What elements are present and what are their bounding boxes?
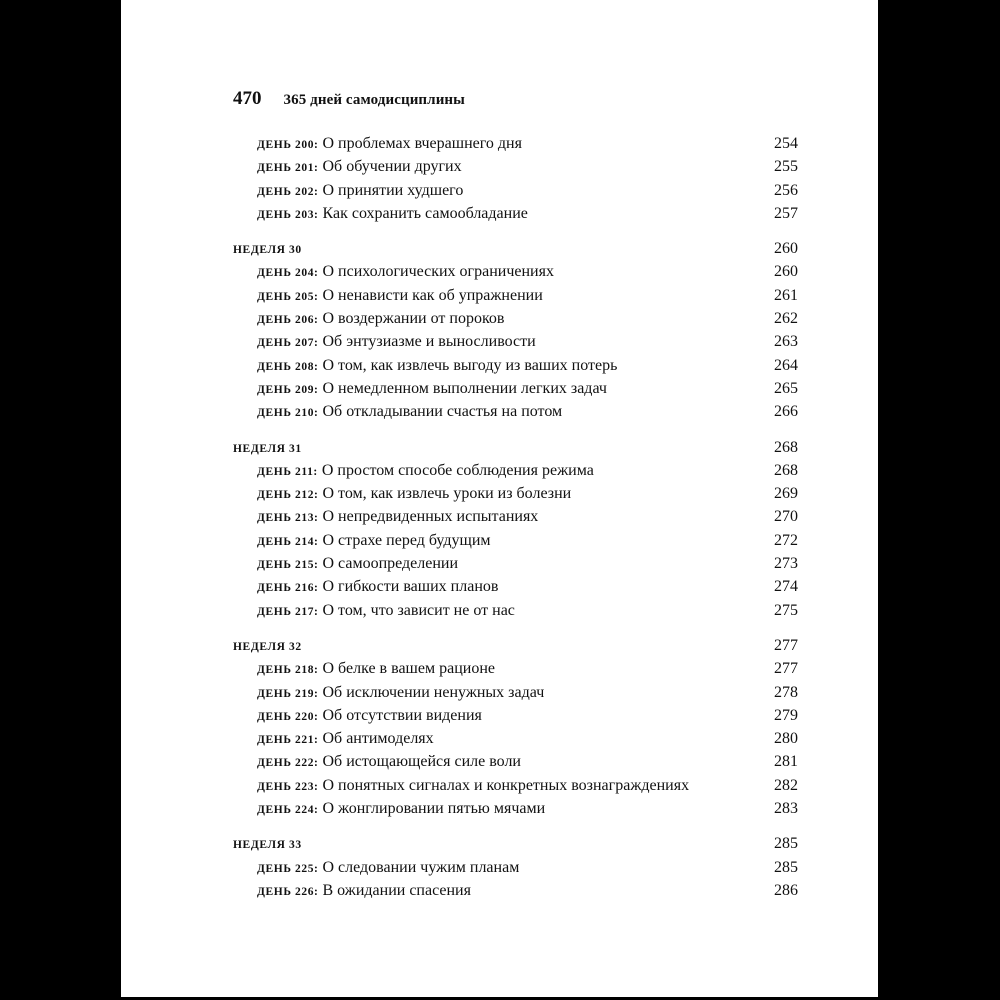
toc-day-row <box>233 750 798 773</box>
toc-entry <box>257 155 462 180</box>
week-label: НЕДЕЛЯ 30 <box>233 244 302 257</box>
toc-day-row <box>233 482 798 505</box>
entry-title: О страхе перед будущим <box>322 531 491 549</box>
day-label: ДЕНЬ 204: <box>257 267 319 280</box>
day-label: ДЕНЬ 203: <box>257 208 319 221</box>
toc-week-row <box>233 436 798 459</box>
entry-title: О том, что зависит не от нас <box>322 601 515 619</box>
toc-day-row <box>233 879 798 902</box>
day-label: ДЕНЬ 225: <box>257 862 319 875</box>
entry-page-number: 262 <box>774 310 798 328</box>
toc-section <box>233 132 798 225</box>
toc-entry <box>257 774 689 799</box>
entry-title: О воздержании от пороков <box>322 310 505 328</box>
day-label: ДЕНЬ 223: <box>257 780 319 793</box>
toc-day-row <box>233 307 798 330</box>
toc-day-row <box>233 505 798 528</box>
entry-title: О гибкости ваших планов <box>322 578 499 596</box>
week-page-number: 268 <box>774 438 798 456</box>
entry-page-number: 266 <box>774 403 798 421</box>
toc-week-row <box>233 832 798 855</box>
toc-section <box>233 237 798 423</box>
entry-title: Об антимоделях <box>322 730 434 748</box>
day-label: ДЕНЬ 208: <box>257 360 319 373</box>
toc-day-row <box>233 179 798 202</box>
toc-day-row <box>233 599 798 622</box>
entry-page-number: 269 <box>774 485 798 503</box>
toc-day-row <box>233 529 798 552</box>
day-label: ДЕНЬ 216: <box>257 582 319 595</box>
day-label: ДЕНЬ 202: <box>257 185 319 198</box>
entry-page-number: 264 <box>774 356 798 374</box>
toc-entry <box>257 260 554 285</box>
week-page-number: 277 <box>774 636 798 654</box>
entry-title: О простом способе соблюдения режима <box>321 461 594 479</box>
toc-entry <box>257 179 463 204</box>
entry-page-number: 273 <box>774 555 798 573</box>
entry-title: О немедленном выполнении легких задач <box>322 379 607 397</box>
day-label: ДЕНЬ 221: <box>257 734 319 747</box>
day-label: ДЕНЬ 210: <box>257 407 319 420</box>
toc-day-row <box>233 552 798 575</box>
toc-day-row <box>233 657 798 680</box>
toc-day-row <box>233 377 798 400</box>
entry-page-number: 283 <box>774 800 798 818</box>
toc-day-row <box>233 797 798 820</box>
table-of-contents <box>233 132 798 914</box>
toc-week-row <box>233 634 798 657</box>
week-label: НЕДЕЛЯ 32 <box>233 640 302 653</box>
entry-title: О том, как извлечь выгоду из ваших потерь <box>322 356 618 374</box>
toc-entry <box>257 750 521 775</box>
entry-title: Об исключении ненужных задач <box>322 683 545 701</box>
entry-title: Об энтузиазме и выносливости <box>322 333 536 351</box>
toc-day-row <box>233 155 798 178</box>
toc-day-row <box>233 284 798 307</box>
entry-page-number: 263 <box>774 333 798 351</box>
day-label: ДЕНЬ 217: <box>257 605 319 618</box>
entry-title: Об истощающейся силе воли <box>322 753 521 771</box>
toc-section <box>233 634 798 820</box>
entry-page-number: 278 <box>774 683 798 701</box>
week-label: НЕДЕЛЯ 33 <box>233 839 302 852</box>
toc-section <box>233 832 798 902</box>
entry-title: О том, как извлечь уроки из болезни <box>322 485 572 503</box>
entry-title: Как сохранить самообладание <box>322 204 528 222</box>
toc-entry <box>257 330 536 355</box>
day-label: ДЕНЬ 211: <box>257 465 318 478</box>
toc-entry <box>257 856 519 881</box>
entry-page-number: 282 <box>774 776 798 794</box>
day-label: ДЕНЬ 205: <box>257 290 319 303</box>
toc-entry <box>257 284 543 309</box>
entry-page-number: 268 <box>774 461 798 479</box>
entry-page-number: 270 <box>774 508 798 526</box>
toc-entry <box>257 307 504 332</box>
toc-entry <box>257 400 562 425</box>
week-page-number: 260 <box>774 240 798 258</box>
entry-page-number: 265 <box>774 379 798 397</box>
entry-page-number: 272 <box>774 531 798 549</box>
entry-page-number: 280 <box>774 730 798 748</box>
day-label: ДЕНЬ 214: <box>257 535 319 548</box>
book-title: 365 дней самодисциплины <box>283 92 465 108</box>
day-label: ДЕНЬ 207: <box>257 337 319 350</box>
entry-title: О понятных сигналах и конкретных вознаграждениях <box>322 776 690 794</box>
page-number: 470 <box>233 88 262 109</box>
toc-day-row <box>233 330 798 353</box>
entry-page-number: 286 <box>774 881 798 899</box>
toc-day-row <box>233 459 798 482</box>
toc-day-row <box>233 260 798 283</box>
toc-entry <box>257 727 434 752</box>
toc-day-row <box>233 704 798 727</box>
toc-entry <box>257 459 594 484</box>
toc-entry <box>257 879 471 904</box>
day-label: ДЕНЬ 200: <box>257 139 319 151</box>
entry-title: В ожидании спасения <box>322 881 471 899</box>
toc-week-row <box>233 237 798 260</box>
toc-entry <box>257 132 522 157</box>
day-label: ДЕНЬ 218: <box>257 664 319 677</box>
day-label: ДЕНЬ 206: <box>257 314 319 327</box>
day-label: ДЕНЬ 213: <box>257 512 319 525</box>
entry-page-number: 277 <box>774 660 798 678</box>
entry-title: Об обучении других <box>322 158 462 176</box>
toc-entry <box>257 377 607 402</box>
toc-day-row <box>233 727 798 750</box>
day-label: ДЕНЬ 224: <box>257 804 319 817</box>
toc-entry <box>257 797 545 822</box>
toc-entry <box>257 529 491 554</box>
entry-page-number: 274 <box>774 578 798 596</box>
entry-title: О непредвиденных испытаниях <box>322 508 539 526</box>
entry-title: О проблемах вчерашнего дня <box>322 135 522 152</box>
entry-title: О психологических ограничениях <box>322 263 554 281</box>
day-label: ДЕНЬ 201: <box>257 162 319 175</box>
day-label: ДЕНЬ 220: <box>257 710 319 723</box>
week-page-number: 285 <box>774 835 798 853</box>
toc-day-row <box>233 202 798 225</box>
toc-entry <box>257 681 544 706</box>
entry-title: О ненависти как об упражнении <box>322 286 543 304</box>
toc-entry <box>257 704 482 729</box>
entry-page-number: 256 <box>774 181 798 199</box>
entry-page-number: 279 <box>774 706 798 724</box>
day-label: ДЕНЬ 209: <box>257 383 319 396</box>
running-header <box>233 88 465 110</box>
toc-entry <box>257 354 617 379</box>
toc-day-row <box>233 575 798 598</box>
entry-page-number: 254 <box>774 135 798 152</box>
toc-day-row <box>233 774 798 797</box>
toc-entry <box>257 575 498 600</box>
entry-page-number: 281 <box>774 753 798 771</box>
entry-page-number: 260 <box>774 263 798 281</box>
entry-title: Об откладывании счастья на потом <box>322 403 563 421</box>
day-label: ДЕНЬ 226: <box>257 885 319 898</box>
toc-entry <box>257 599 515 624</box>
toc-day-row <box>233 354 798 377</box>
entry-page-number: 257 <box>774 204 798 222</box>
toc-entry <box>257 657 495 682</box>
day-label: ДЕНЬ 212: <box>257 489 319 502</box>
entry-page-number: 285 <box>774 858 798 876</box>
day-label: ДЕНЬ 219: <box>257 687 319 700</box>
entry-title: О следовании чужим планам <box>322 858 520 876</box>
toc-day-row <box>233 132 798 155</box>
toc-day-row <box>233 856 798 879</box>
entry-page-number: 275 <box>774 601 798 619</box>
entry-title: О принятии худшего <box>322 181 464 199</box>
entry-page-number: 261 <box>774 286 798 304</box>
toc-entry <box>257 552 458 577</box>
toc-day-row <box>233 400 798 423</box>
entry-title: О белке в вашем рационе <box>322 660 495 678</box>
toc-day-row <box>233 681 798 704</box>
day-label: ДЕНЬ 215: <box>257 559 319 572</box>
entry-title: Об отсутствии видения <box>322 706 482 724</box>
book-page <box>121 0 878 997</box>
day-label: ДЕНЬ 222: <box>257 757 319 770</box>
toc-section <box>233 436 798 622</box>
entry-title: О самоопределении <box>322 555 459 573</box>
toc-entry <box>257 482 571 507</box>
entry-title: О жонглировании пятью мячами <box>322 800 546 818</box>
week-label: НЕДЕЛЯ 31 <box>233 442 302 455</box>
entry-page-number: 255 <box>774 158 798 176</box>
toc-entry <box>257 505 538 530</box>
toc-entry <box>257 202 528 227</box>
